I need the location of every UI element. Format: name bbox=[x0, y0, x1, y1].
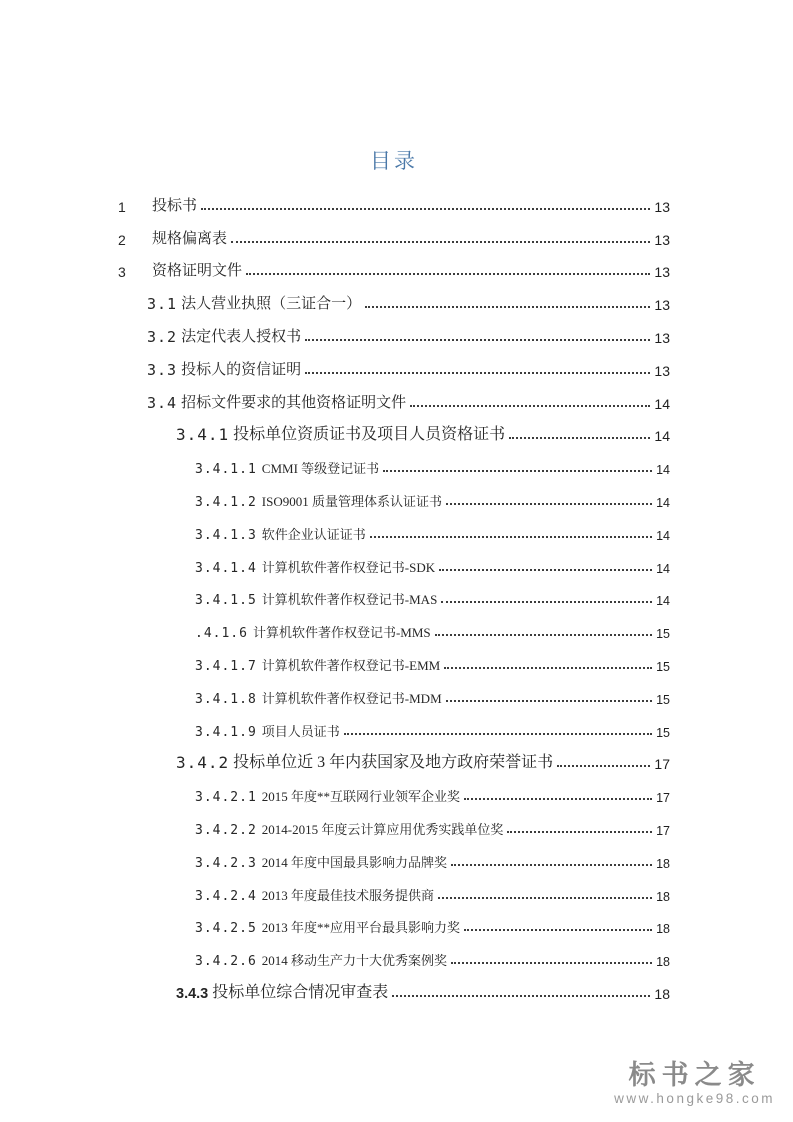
dot-leader bbox=[344, 733, 652, 735]
toc-entry-number: 3.4.1.7 bbox=[195, 658, 257, 674]
toc-entry-number: 3.4.2.1 bbox=[195, 790, 257, 806]
toc-entry-label: 2013 年度**应用平台最具影响力奖 bbox=[261, 920, 461, 936]
toc-entry-page: 13 bbox=[654, 297, 670, 314]
dot-leader bbox=[410, 405, 650, 407]
toc-entry[interactable] bbox=[176, 416, 670, 449]
toc-entry[interactable] bbox=[118, 186, 670, 219]
toc-entry-number: 3.4.1.9 bbox=[195, 724, 257, 740]
toc-entry-label: 规格偏离表 bbox=[152, 230, 228, 247]
dot-leader bbox=[246, 273, 650, 275]
toc-entry-label: 2014 移动生产力十大优秀案例奖 bbox=[261, 953, 448, 969]
toc-entry[interactable] bbox=[195, 481, 670, 514]
toc-entry-number: 3.3 bbox=[147, 360, 178, 379]
toc-entry-label: 投标单位资质证书及项目人员资格证书 bbox=[233, 426, 506, 444]
dot-leader bbox=[507, 831, 652, 833]
dot-leader bbox=[464, 929, 652, 931]
toc-entry-number: 3.4.2.6 bbox=[195, 954, 257, 970]
toc-entry[interactable] bbox=[195, 842, 670, 875]
toc-entry-label: 2014 年度中国最具影响力品牌奖 bbox=[261, 854, 448, 870]
toc-list bbox=[118, 186, 670, 1006]
toc-entry-label: 计算机软件著作权登记书-MMS bbox=[252, 625, 431, 641]
toc-entry-page: 14 bbox=[656, 528, 670, 543]
toc-entry-page: 15 bbox=[656, 627, 670, 642]
toc-entry-number: 3.4.1.5 bbox=[195, 593, 257, 609]
toc-entry-page: 14 bbox=[654, 395, 670, 412]
toc-entry-number: 3.4.2 bbox=[176, 753, 230, 773]
toc-entry-number: 3.4.2.5 bbox=[195, 921, 257, 937]
toc-entry-page: 18 bbox=[656, 889, 670, 904]
toc-entry-page: 14 bbox=[656, 495, 670, 510]
toc-entry-number: 3.4.1.8 bbox=[195, 691, 257, 707]
toc-entry-page: 15 bbox=[656, 725, 670, 740]
dot-leader bbox=[201, 208, 650, 210]
watermark bbox=[614, 1060, 775, 1108]
toc-entry-page: 13 bbox=[654, 362, 670, 379]
toc-entry-page: 13 bbox=[654, 264, 670, 281]
toc-entry-number: 3.4.1.1 bbox=[195, 462, 257, 478]
toc-entry[interactable] bbox=[195, 809, 670, 842]
toc-entry-label: 计算机软件著作权登记书-EMM bbox=[261, 657, 441, 673]
toc-entry-page: 15 bbox=[656, 659, 670, 674]
toc-entry-page: 13 bbox=[654, 329, 670, 346]
toc-entry-label: 法定代表人授权书 bbox=[181, 328, 302, 345]
toc-entry[interactable] bbox=[195, 875, 670, 908]
toc-entry[interactable] bbox=[176, 744, 670, 777]
toc-entry-label: 法人营业执照（三证合一） bbox=[181, 296, 362, 313]
watermark-url: www.hongke98.com bbox=[614, 1091, 775, 1106]
toc-entry[interactable] bbox=[195, 678, 670, 711]
toc-section bbox=[118, 146, 670, 1006]
toc-entry[interactable] bbox=[118, 252, 670, 285]
dot-leader bbox=[446, 700, 652, 702]
dot-leader bbox=[438, 897, 652, 899]
toc-entry-label: 投标单位综合情况审查表 bbox=[212, 983, 389, 1001]
dot-leader bbox=[441, 601, 652, 603]
toc-entry-number: 3.4.1.2 bbox=[195, 494, 257, 510]
toc-entry-page: 17 bbox=[654, 756, 670, 773]
toc-entry-number: 3.4.1.4 bbox=[195, 560, 257, 576]
toc-entry[interactable] bbox=[195, 612, 670, 645]
toc-entry[interactable] bbox=[195, 908, 670, 941]
toc-entry-label: 项目人员证书 bbox=[261, 723, 340, 739]
toc-entry[interactable] bbox=[195, 645, 670, 678]
toc-entry[interactable] bbox=[147, 383, 670, 416]
toc-entry-number: 1 bbox=[118, 198, 126, 215]
toc-entry-page: 17 bbox=[656, 791, 670, 806]
dot-leader bbox=[444, 667, 652, 669]
toc-entry-label: 2013 年度最佳技术服务提供商 bbox=[261, 887, 435, 903]
toc-entry[interactable] bbox=[195, 514, 670, 547]
dot-leader bbox=[383, 470, 652, 472]
toc-entry-label: CMMI 等级登记证书 bbox=[261, 461, 380, 477]
toc-entry-label: 投标书 bbox=[152, 197, 198, 214]
toc-entry-label: ISO9001 质量管理体系认证证书 bbox=[261, 493, 442, 509]
toc-entry-page: 13 bbox=[654, 198, 670, 215]
toc-entry-page: 17 bbox=[656, 823, 670, 838]
toc-entry-label: 招标文件要求的其他资格证明文件 bbox=[181, 394, 407, 411]
toc-entry-number: 3.4.1.3 bbox=[195, 527, 257, 543]
toc-entry-page: 14 bbox=[656, 463, 670, 478]
toc-entry-number: 3.1 bbox=[147, 295, 178, 314]
toc-entry-page: 13 bbox=[654, 231, 670, 248]
toc-entry-label: 计算机软件著作权登记书-MAS bbox=[261, 592, 438, 608]
toc-entry-number: 3.4.1 bbox=[176, 425, 230, 445]
dot-leader bbox=[446, 503, 652, 505]
toc-entry-page: 18 bbox=[656, 856, 670, 871]
toc-entry-number: 3.4.3 bbox=[176, 985, 209, 1002]
toc-entry-page: 15 bbox=[656, 692, 670, 707]
dot-leader bbox=[370, 536, 652, 538]
toc-entry-number: 2 bbox=[118, 231, 126, 248]
toc-entry[interactable] bbox=[147, 317, 670, 350]
toc-entry[interactable] bbox=[118, 219, 670, 252]
toc-entry-number: 3.2 bbox=[147, 327, 178, 346]
watermark-logo: 标书之家 bbox=[628, 1060, 761, 1090]
toc-entry-page: 14 bbox=[654, 428, 670, 445]
toc-entry[interactable] bbox=[195, 711, 670, 744]
toc-entry-page: 18 bbox=[654, 985, 670, 1002]
toc-entry-page: 14 bbox=[656, 594, 670, 609]
toc-entry-label: 投标单位近 3 年内获国家及地方政府荣誉证书 bbox=[233, 754, 554, 772]
toc-entry[interactable] bbox=[195, 940, 670, 973]
toc-entry-page: 18 bbox=[656, 955, 670, 970]
dot-leader bbox=[451, 864, 652, 866]
toc-entry-number: 3.4.2.4 bbox=[195, 888, 257, 904]
toc-entry[interactable] bbox=[195, 547, 670, 580]
dot-leader bbox=[435, 634, 652, 636]
toc-entry-label: 2015 年度**互联网行业领军企业奖 bbox=[261, 789, 461, 805]
dot-leader bbox=[451, 962, 652, 964]
toc-entry-page: 14 bbox=[656, 561, 670, 576]
toc-entry-number: 3 bbox=[118, 264, 126, 281]
toc-entry[interactable] bbox=[147, 350, 670, 383]
dot-leader bbox=[231, 241, 650, 243]
dot-leader bbox=[464, 798, 652, 800]
dot-leader bbox=[305, 339, 650, 341]
toc-title: 目录 bbox=[370, 149, 418, 173]
toc-entry-number: 3.4.2.2 bbox=[195, 822, 257, 838]
dot-leader bbox=[439, 569, 652, 571]
toc-entry[interactable] bbox=[147, 284, 670, 317]
toc-entry[interactable] bbox=[176, 973, 670, 1006]
toc-entry-label: 投标人的资信证明 bbox=[181, 361, 302, 378]
toc-entry-label: 计算机软件著作权登记书-MDM bbox=[261, 690, 442, 706]
toc-entry[interactable] bbox=[195, 776, 670, 809]
toc-entry-number: 3.4 bbox=[147, 393, 178, 412]
toc-entry-number: .4.1.6 bbox=[195, 626, 248, 642]
toc-entry[interactable] bbox=[195, 580, 670, 613]
dot-leader bbox=[305, 372, 650, 374]
dot-leader bbox=[509, 437, 650, 439]
toc-entry-page: 18 bbox=[656, 922, 670, 937]
toc-entry-label: 资格证明文件 bbox=[152, 263, 243, 280]
toc-entry[interactable] bbox=[195, 448, 670, 481]
dot-leader bbox=[392, 995, 650, 997]
dot-leader bbox=[557, 765, 650, 767]
toc-entry-label: 计算机软件著作权登记书-SDK bbox=[261, 559, 436, 575]
toc-entry-label: 2014-2015 年度云计算应用优秀实践单位奖 bbox=[261, 821, 504, 837]
toc-entry-number: 3.4.2.3 bbox=[195, 855, 257, 871]
dot-leader bbox=[365, 306, 650, 308]
toc-entry-label: 软件企业认证证书 bbox=[261, 526, 366, 542]
